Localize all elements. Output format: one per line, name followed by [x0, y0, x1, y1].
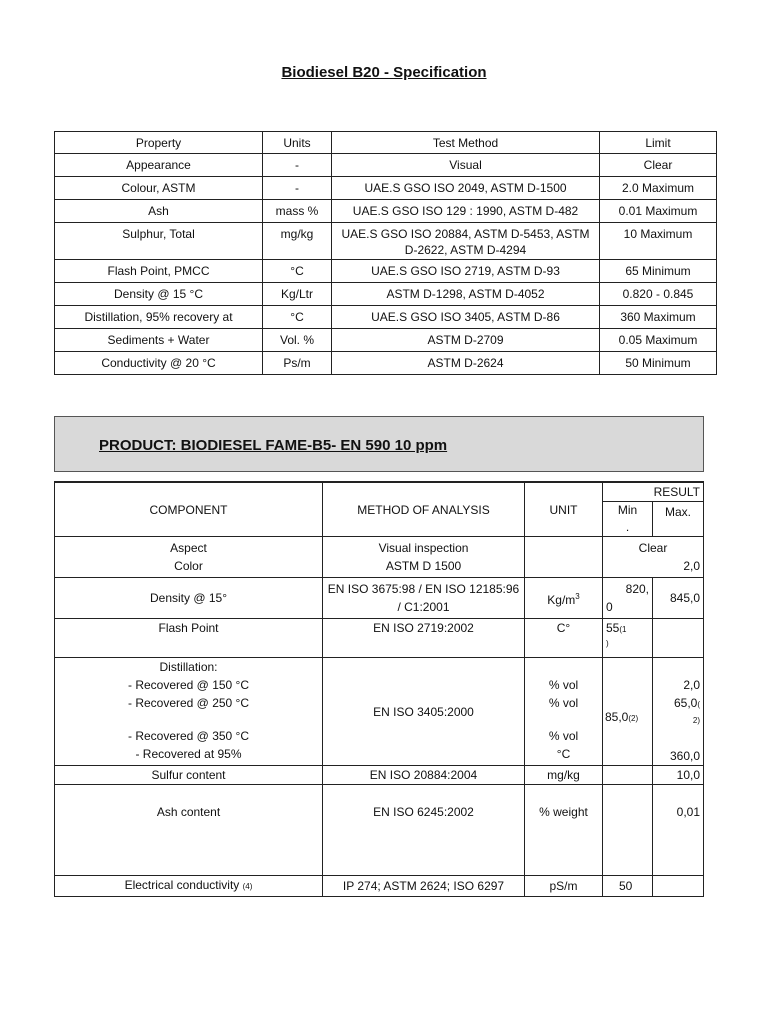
- property-cell: Colour, ASTM: [55, 177, 263, 200]
- max-cell: 0,01: [653, 785, 704, 876]
- distillation-min: 85,0: [605, 709, 629, 724]
- distillation-unit-1: % vol: [548, 678, 579, 692]
- density-min-2: 0: [606, 600, 613, 614]
- conductivity-note: (4): [242, 882, 253, 891]
- method-cell: [323, 537, 525, 578]
- column-header: Limit: [600, 132, 717, 154]
- table-header-row: [55, 482, 704, 502]
- table-row: [55, 200, 717, 223]
- max-cell: [653, 876, 704, 897]
- distillation-max-2-note: (: [697, 700, 701, 709]
- table-row: [55, 223, 717, 260]
- table-header-row: [55, 132, 717, 154]
- min-cell: [603, 619, 653, 658]
- color-method: ASTM D 1500: [385, 559, 462, 573]
- limit-cell: 2.0 Maximum: [600, 177, 717, 200]
- flash-min: 55: [606, 621, 620, 635]
- result-cell: [603, 537, 704, 578]
- max-cell: 845,0: [653, 578, 704, 619]
- property-cell: Appearance: [55, 154, 263, 177]
- min-header: [603, 502, 653, 537]
- limit-cell: 50 Minimum: [600, 352, 717, 375]
- recovered-250-label: - Recovered @ 250 °C: [127, 696, 250, 710]
- units-cell: -: [263, 177, 332, 200]
- max-cell: [653, 658, 704, 766]
- aspect-method: Visual inspection: [378, 541, 469, 555]
- max-cell: 10,0: [653, 766, 704, 785]
- product-title: PRODUCT: BIODIESEL FAME-B5- EN 590 10 ppm: [99, 437, 448, 454]
- distillation-max-2-note-end: 2): [692, 716, 701, 725]
- table-row: [55, 578, 704, 619]
- component-header: COMPONENT: [55, 482, 323, 537]
- color-label: Color: [174, 559, 203, 573]
- recovered-350-label: - Recovered @ 350 °C: [127, 729, 250, 743]
- table-row: [55, 766, 704, 785]
- min-cell: [603, 658, 653, 766]
- b20-spec-table: [54, 131, 717, 375]
- table-row: [55, 352, 717, 375]
- property-cell: Flash Point, PMCC: [55, 260, 263, 283]
- property-cell: Distillation, 95% recovery at: [55, 306, 263, 329]
- min-cell: 50: [603, 876, 653, 897]
- method-header: METHOD OF ANALYSIS: [323, 482, 525, 537]
- flash-min-note: (1: [619, 625, 627, 634]
- density-min-1: 820,: [625, 582, 649, 596]
- units-cell: mass %: [263, 200, 332, 223]
- method-cell: ASTM D-1298, ASTM D-4052: [332, 283, 600, 306]
- aspect-label: Aspect: [170, 541, 207, 555]
- flash-min-note-end: ): [606, 639, 609, 648]
- method-cell: UAE.S GSO ISO 129 : 1990, ASTM D-482: [332, 200, 600, 223]
- distillation-max-4: 360,0: [669, 749, 701, 763]
- property-cell: Density @ 15 °C: [55, 283, 263, 306]
- table-row: [55, 260, 717, 283]
- limit-cell: 10 Maximum: [600, 223, 717, 260]
- method-cell: Visual: [332, 154, 600, 177]
- component-cell: [55, 537, 323, 578]
- min-cell: [603, 785, 653, 876]
- table-row: [55, 537, 704, 578]
- max-header: Max.: [653, 502, 704, 537]
- unit-cell: % weight: [525, 785, 603, 876]
- distillation-max-2-value: 65,0: [673, 696, 698, 710]
- method-cell: UAE.S GSO ISO 2719, ASTM D-93: [332, 260, 600, 283]
- min-cell: [603, 578, 653, 619]
- limit-cell: 360 Maximum: [600, 306, 717, 329]
- limit-cell: 0.820 - 0.845: [600, 283, 717, 306]
- unit-cell: [525, 658, 603, 766]
- method-cell: ASTM D-2624: [332, 352, 600, 375]
- limit-cell: 0.01 Maximum: [600, 200, 717, 223]
- component-cell: Density @ 15°: [55, 578, 323, 619]
- units-cell: °C: [263, 260, 332, 283]
- spec-title: Biodiesel B20 - Specification: [281, 64, 487, 81]
- property-cell: Sediments + Water: [55, 329, 263, 352]
- distillation-max-2: [656, 694, 700, 714]
- table-row: [55, 876, 704, 897]
- table-row: [55, 329, 717, 352]
- table-row: [55, 785, 704, 876]
- distillation-label: Distillation:: [159, 660, 218, 674]
- component-cell: Sulfur content: [55, 766, 323, 785]
- min-header-label: Min: [617, 503, 638, 517]
- distillation-unit-3: % vol: [548, 729, 579, 743]
- units-cell: °C: [263, 306, 332, 329]
- column-header: Units: [263, 132, 332, 154]
- property-cell: Conductivity @ 20 °C: [55, 352, 263, 375]
- aspect-value: Clear: [638, 541, 668, 555]
- units-cell: Vol. %: [263, 329, 332, 352]
- recovered-95-label: - Recovered at 95%: [135, 747, 242, 761]
- component-cell: Ash content: [55, 785, 323, 876]
- method-cell: IP 274; ASTM 2624; ISO 6297: [323, 876, 525, 897]
- unit-cell: pS/m: [525, 876, 603, 897]
- distillation-max-1: 2,0: [683, 678, 701, 692]
- method-cell: UAE.S GSO ISO 3405, ASTM D-86: [332, 306, 600, 329]
- property-cell: Ash: [55, 200, 263, 223]
- table-row: [55, 658, 704, 766]
- product-banner: [54, 416, 704, 472]
- method-cell: [323, 578, 525, 619]
- component-cell: [55, 658, 323, 766]
- method-cell: ASTM D-2709: [332, 329, 600, 352]
- unit-cell: C°: [525, 619, 603, 658]
- method-cell: UAE.S GSO ISO 20884, ASTM D-5453, ASTM D-2622, ASTM D-4294: [332, 223, 600, 260]
- column-header: Property: [55, 132, 263, 154]
- density-method-1: EN ISO 3675:98 / EN ISO 12185:96: [327, 582, 520, 596]
- unit-cell: mg/kg: [525, 766, 603, 785]
- units-cell: -: [263, 154, 332, 177]
- limit-cell: 0.05 Maximum: [600, 329, 717, 352]
- limit-cell: 65 Minimum: [600, 260, 717, 283]
- distillation-unit-2: % vol: [548, 696, 579, 710]
- component-cell: Flash Point: [55, 619, 323, 658]
- table-row: [55, 306, 717, 329]
- method-cell: UAE.S GSO ISO 2049, ASTM D-1500: [332, 177, 600, 200]
- conductivity-label: Electrical conductivity: [124, 878, 240, 892]
- units-cell: Kg/Ltr: [263, 283, 332, 306]
- component-cell: [55, 876, 323, 897]
- table-row: [55, 154, 717, 177]
- unit-cell: [525, 537, 603, 578]
- table-row: [55, 177, 717, 200]
- recovered-150-label: - Recovered @ 150 °C: [127, 678, 250, 692]
- min-cell: [603, 766, 653, 785]
- density-unit: Kg/m: [547, 592, 576, 607]
- result-header: RESULT: [603, 482, 704, 502]
- density-unit-exponent: 3: [575, 591, 580, 601]
- distillation-min-note: (2): [628, 713, 639, 723]
- min-header-dot: .: [625, 520, 630, 534]
- table-row: [55, 283, 717, 306]
- method-cell: EN ISO 3405:2000: [323, 658, 525, 766]
- distillation-unit-4: °C: [556, 747, 571, 761]
- method-cell: EN ISO 20884:2004: [323, 766, 525, 785]
- table-row: [55, 619, 704, 658]
- units-cell: mg/kg: [263, 223, 332, 260]
- property-cell: Sulphur, Total: [55, 223, 263, 260]
- density-method-2: / C1:2001: [397, 600, 450, 614]
- column-header: Test Method: [332, 132, 600, 154]
- method-cell: EN ISO 6245:2002: [323, 785, 525, 876]
- max-cell: [653, 619, 704, 658]
- fame-b5-table: [54, 481, 704, 897]
- color-max: 2,0: [683, 559, 701, 573]
- method-cell: EN ISO 2719:2002: [323, 619, 525, 658]
- unit-header: UNIT: [525, 482, 603, 537]
- unit-cell: [525, 578, 603, 619]
- units-cell: Ps/m: [263, 352, 332, 375]
- limit-cell: Clear: [600, 154, 717, 177]
